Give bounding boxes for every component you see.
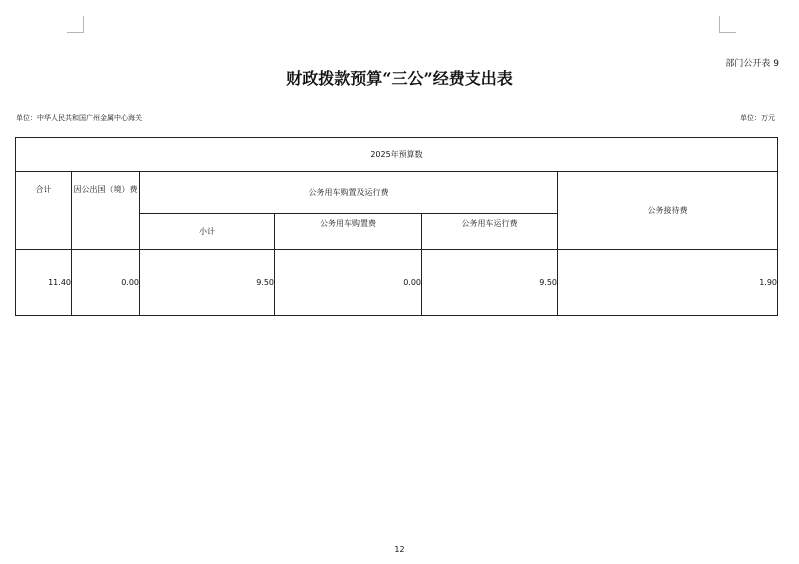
vehicle-purchase-header-cell — [275, 214, 422, 250]
reception-header-cell — [558, 172, 778, 250]
page-number: 12 — [394, 545, 405, 554]
reception-header: 公务接待费 — [647, 206, 688, 215]
budget-table — [15, 137, 778, 316]
total-value: 11.40 — [16, 250, 72, 316]
abroad-header: 因公出国（境）费 — [73, 185, 138, 194]
unit-organization: 单位：中华人民共和国广州金属中心海关 — [16, 114, 142, 122]
crop-mark-top-right — [719, 16, 736, 33]
subtotal-header-cell — [140, 214, 275, 250]
table-row — [16, 250, 778, 316]
table-header-row-year — [16, 138, 778, 172]
total-header-cell — [16, 172, 72, 250]
subtotal-value: 9.50 — [140, 250, 275, 316]
crop-mark-top-left — [67, 16, 84, 33]
year-header-cell — [16, 138, 778, 172]
vehicle-group-header: 公务用车购置及运行费 — [308, 188, 389, 197]
vehicle-operation-value: 9.50 — [422, 250, 558, 316]
abroad-header-cell — [72, 172, 140, 250]
year-header: 2025年预算数 — [370, 150, 423, 159]
vehicle-purchase-header: 公务用车购置费 — [320, 219, 376, 228]
page-title: 财政拨款预算“三公”经费支出表 — [286, 69, 513, 88]
subtotal-header: 小计 — [199, 227, 215, 236]
unit-currency: 单位：万元 — [740, 114, 775, 122]
vehicle-group-header-cell — [140, 172, 558, 214]
reception-value: 1.90 — [558, 250, 778, 316]
table-header-row-group — [16, 172, 778, 214]
total-header: 合计 — [35, 185, 52, 194]
vehicle-operation-header: 公务用车运行费 — [461, 219, 518, 228]
abroad-value: 0.00 — [72, 250, 140, 316]
vehicle-operation-header-cell — [422, 214, 558, 250]
vehicle-purchase-value: 0.00 — [275, 250, 422, 316]
table-number: 部门公开表 9 — [725, 59, 779, 69]
